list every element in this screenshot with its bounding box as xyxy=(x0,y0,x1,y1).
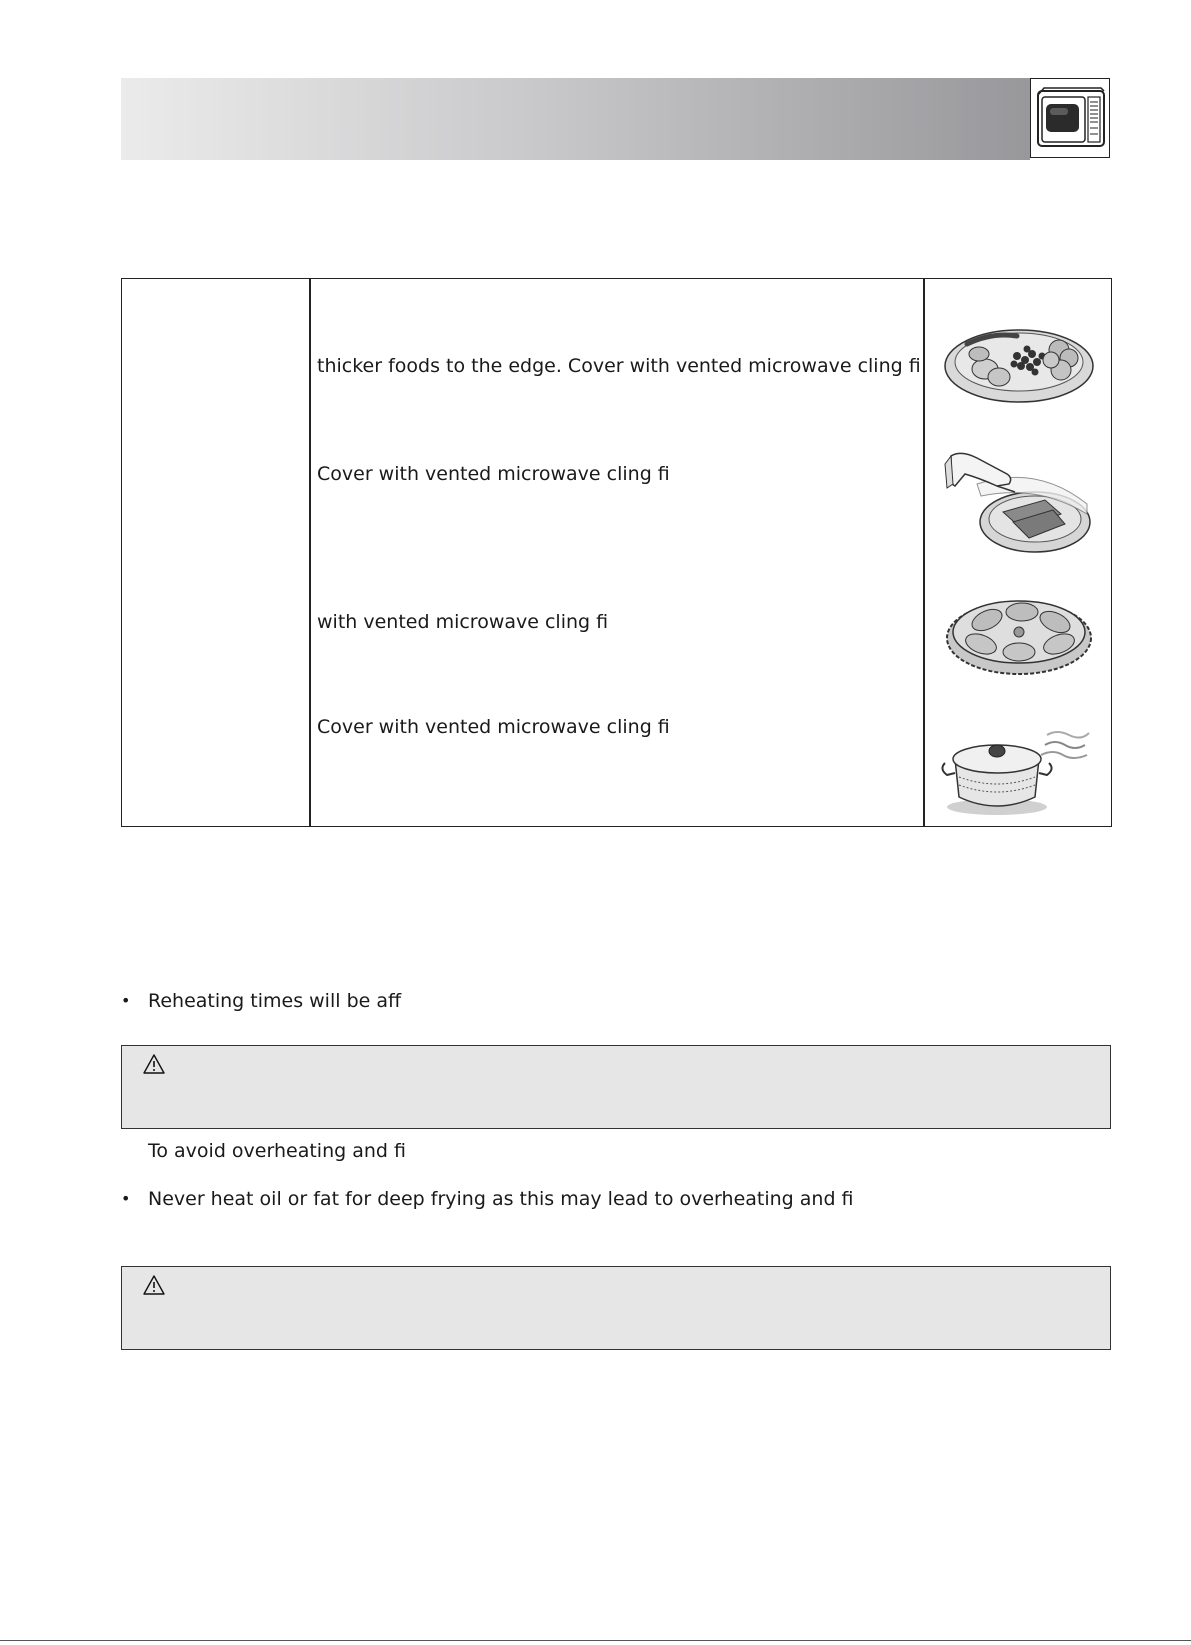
bullet-marker: • xyxy=(121,991,131,1010)
reheating-table xyxy=(121,278,1112,827)
covering-plate-icon xyxy=(937,444,1099,559)
steaming-casserole-icon xyxy=(937,719,1099,819)
bullet-marker: • xyxy=(121,1189,131,1208)
never-heat-oil-text: Never heat oil or fat for deep frying as this may lead to overheating and fi xyxy=(148,1188,854,1210)
warning-box xyxy=(121,1045,1111,1129)
table-row-text: Cover with vented microwave cling fi xyxy=(317,463,670,485)
microwave-icon xyxy=(1031,79,1111,159)
avoid-overheating-text: To avoid overheating and fi xyxy=(148,1140,406,1162)
table-row-text: with vented microwave cling fi xyxy=(317,611,609,633)
table-row-text: Cover with vented microwave cling fi xyxy=(317,716,670,738)
reheating-times-text: Reheating times will be aff xyxy=(148,990,402,1012)
pie-dish-icon xyxy=(937,582,1099,682)
page-bottom-rule xyxy=(0,1640,1191,1641)
header-icon-box xyxy=(1030,78,1110,158)
warning-box xyxy=(121,1266,1111,1350)
table-column-divider xyxy=(923,279,925,826)
table-row-text: thicker foods to the edge. Cover with vented microwave cling fi xyxy=(317,355,921,377)
warning-triangle-icon xyxy=(142,1274,166,1296)
table-column-divider xyxy=(309,279,311,826)
plated-meal-icon xyxy=(937,314,1099,406)
header-band xyxy=(121,78,1030,160)
warning-triangle-icon xyxy=(142,1053,166,1075)
